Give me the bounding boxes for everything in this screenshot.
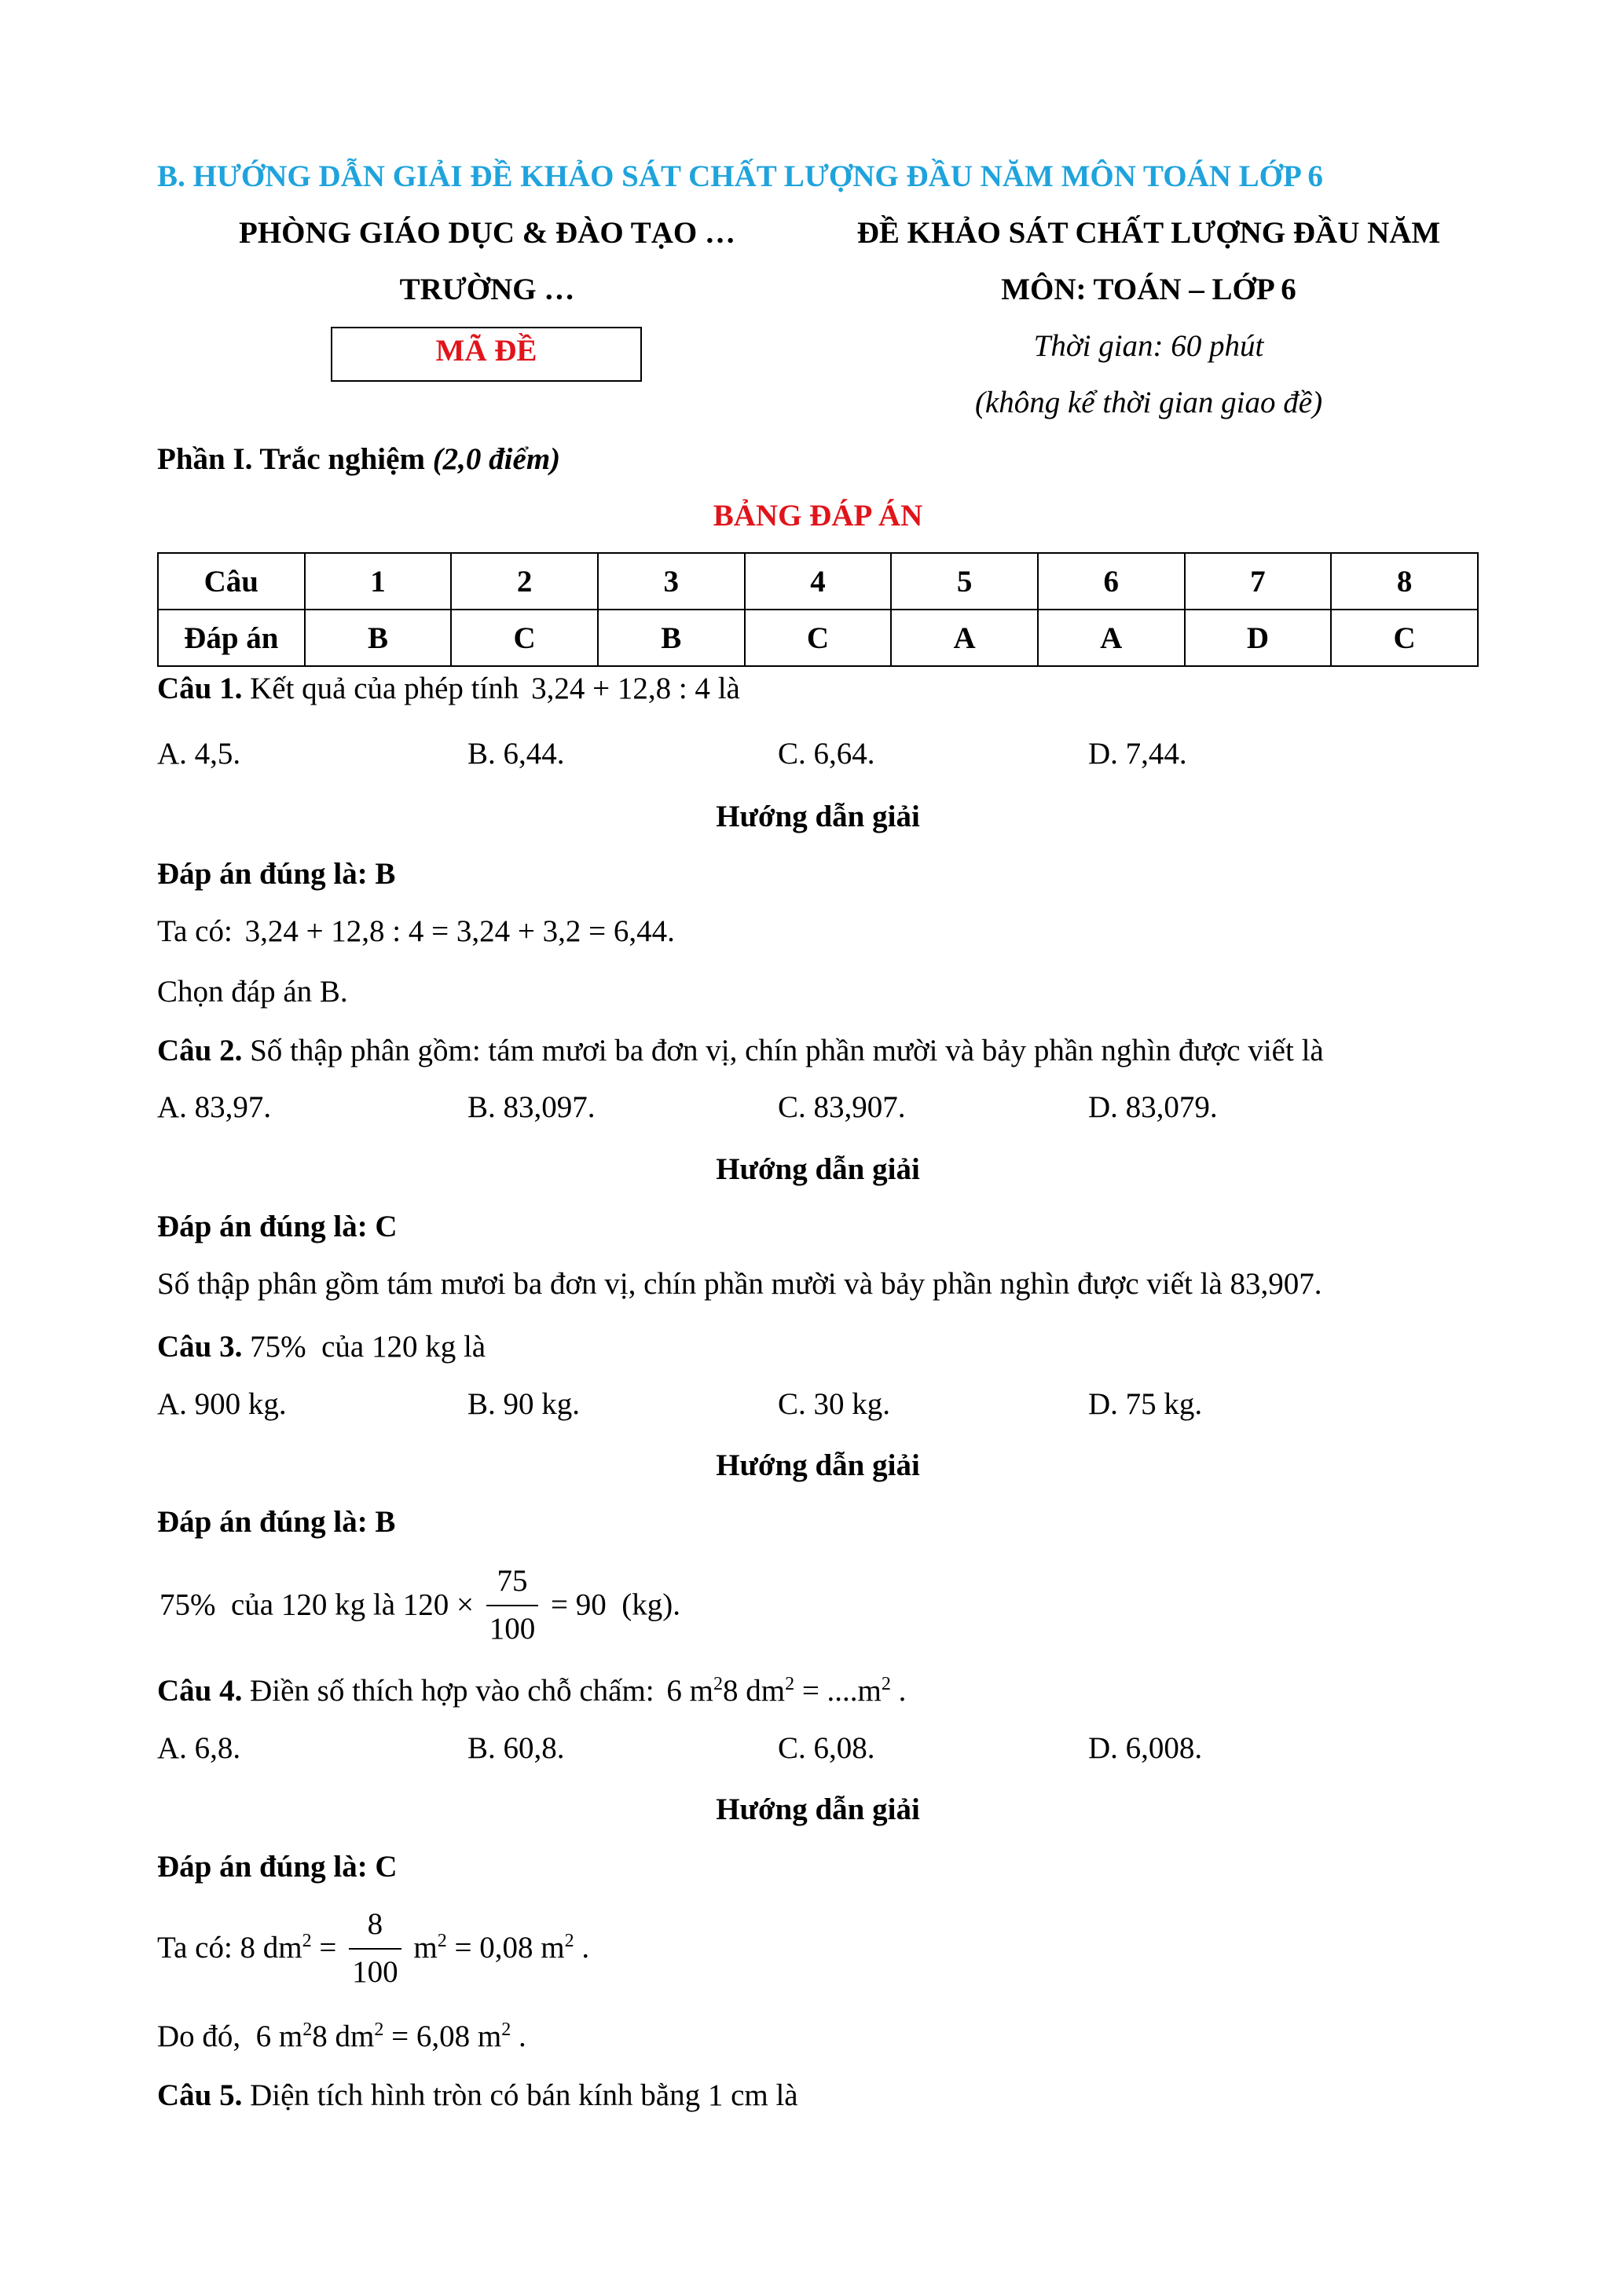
question-expression [666, 1674, 906, 1708]
q4-option-d: D. 6,008. [1088, 1731, 1203, 1765]
guide-heading: Hướng dẫn giải [716, 1448, 920, 1482]
question-label: Câu 1. [157, 672, 243, 705]
q1-option-b: B. 6,44. [467, 737, 565, 771]
solution-left [157, 1931, 336, 1965]
exponent: 2 [374, 2020, 384, 2040]
expr-end: . [581, 1931, 590, 1965]
question-label: Câu 5. [157, 2078, 243, 2112]
part1-heading [157, 444, 560, 474]
question-tail: là [717, 672, 740, 705]
question-number-cell: 3 [598, 553, 745, 610]
question-5 [157, 2080, 798, 2111]
fraction-denominator: 100 [489, 1611, 536, 1646]
question-label: Câu 3. [157, 1330, 243, 1364]
q3-option-d: D. 75 kg. [1088, 1387, 1203, 1421]
question-text: 75% của 120 kg là [250, 1330, 486, 1364]
expr-end: . [518, 2020, 526, 2053]
q4-option-b: B. 60,8. [467, 1731, 565, 1765]
question-number-cell: 5 [891, 553, 1038, 610]
answer-label-cell: Đáp án [158, 610, 305, 666]
solution-prefix: 75% của 120 kg là 120 × [159, 1587, 474, 1622]
header-label-cell: Câu [158, 553, 305, 610]
question-2 [157, 1035, 1324, 1066]
answer-cell: D [1185, 610, 1332, 666]
q3-option-c: C. 30 kg. [778, 1387, 891, 1421]
question-number-cell: 8 [1331, 553, 1478, 610]
part1-label: Phần I. Trắc nghiệm [157, 442, 425, 476]
q1-option-c: C. 6,64. [778, 737, 875, 771]
question-text: Điền số thích hợp vào chỗ chấm: [250, 1674, 654, 1708]
answer-table [157, 552, 1479, 667]
fraction-denominator: 100 [352, 1954, 398, 1989]
question-number-cell: 7 [1185, 553, 1332, 610]
question-number-cell: 2 [451, 553, 598, 610]
question-3 [157, 1331, 486, 1362]
answer-cell: C [1331, 610, 1478, 666]
question-number-cell: 4 [745, 553, 892, 610]
expr-part: = 0,08 m [454, 1931, 565, 1965]
exponent: 2 [713, 1674, 723, 1694]
q3-option-b: B. 90 kg. [467, 1387, 581, 1421]
q2-option-d: D. 83,079. [1088, 1090, 1218, 1124]
expr-end: . [898, 1674, 907, 1708]
exam-subject: MÔN: TOÁN – LỚP 6 [1001, 273, 1296, 306]
expr-part: m [413, 1931, 438, 1965]
q4-option-a: A. 6,8. [157, 1731, 241, 1765]
answer-cell: A [1038, 610, 1185, 666]
question-text: Số thập phân gồm: tám mươi ba đơn vị, chín phần mười và bảy phần nghìn được viết là [250, 1034, 1324, 1067]
question-label: Câu 4. [157, 1674, 243, 1708]
expr-part: = 6,08 m [391, 2020, 502, 2053]
guide-heading: Hướng dẫn giải [716, 1792, 920, 1826]
solution-right [413, 1931, 589, 1965]
exam-time-note: (không kể thời gian giao đề) [974, 386, 1323, 419]
q4-solution-2 [157, 2021, 526, 2052]
answer-cell: C [745, 610, 892, 666]
expr-part: 8 dm [722, 1674, 786, 1708]
q2-correct-answer: Đáp án đúng là: C [157, 1210, 398, 1243]
q3-solution [159, 1563, 680, 1648]
q1-option-a: A. 4,5. [157, 737, 241, 771]
department-name: PHÒNG GIÁO DỤC & ĐÀO TẠO … [239, 216, 735, 250]
solution-prefix: Ta có: [157, 914, 233, 948]
equals: = [319, 1931, 337, 1965]
exponent: 2 [785, 1674, 795, 1694]
q1-correct-answer: Đáp án đúng là: B [157, 857, 396, 891]
q1-solution [157, 916, 675, 947]
fraction-numerator: 8 [349, 1906, 401, 1950]
exponent: 2 [501, 2020, 511, 2040]
exam-code-label: MÃ ĐỀ [435, 334, 537, 368]
expr-part: = ....m [801, 1674, 882, 1708]
q3-option-a: A. 900 kg. [157, 1387, 287, 1421]
exam-title: ĐỀ KHẢO SÁT CHẤT LƯỢNG ĐẦU NĂM [856, 216, 1441, 250]
answer-cell: B [305, 610, 452, 666]
question-1 [157, 673, 740, 704]
guide-heading: Hướng dẫn giải [716, 1152, 920, 1186]
solution-expression: 3,24 + 12,8 : 4 = 3,24 + 3,2 = 6,44. [244, 914, 675, 948]
fraction [349, 1906, 401, 1991]
exponent: 2 [564, 1931, 574, 1952]
q2-option-b: B. 83,097. [467, 1090, 596, 1124]
fraction [486, 1563, 539, 1648]
q2-option-a: A. 83,97. [157, 1090, 272, 1124]
guide-heading: Hướng dẫn giải [716, 800, 920, 833]
answer-cell: B [598, 610, 745, 666]
part1-points: (2,0 điểm) [432, 442, 561, 476]
exponent: 2 [302, 1931, 312, 1952]
q1-option-d: D. 7,44. [1088, 737, 1187, 771]
answer-table-title: BẢNG ĐÁP ÁN [713, 499, 923, 533]
question-4 [157, 1675, 906, 1706]
exponent: 2 [302, 2020, 313, 2040]
question-text: Kết quả của phép tính [250, 672, 519, 705]
q1-conclusion: Chọn đáp án B. [157, 975, 348, 1009]
exponent: 2 [881, 1674, 891, 1694]
question-expression: 3,24 + 12,8 : 4 [531, 672, 710, 705]
q3-correct-answer: Đáp án đúng là: B [157, 1505, 396, 1539]
school-name: TRƯỜNG … [399, 273, 575, 306]
exam-code-box [331, 327, 642, 382]
question-number-cell: 1 [305, 553, 452, 610]
q4-solution-1 [157, 1906, 589, 1991]
answer-cell: C [451, 610, 598, 666]
expr-part: Do đó, 6 m [157, 2020, 303, 2053]
q4-correct-answer: Đáp án đúng là: C [157, 1850, 398, 1884]
answer-table-header-row [158, 553, 1478, 610]
expr-part: Ta có: 8 dm [157, 1931, 302, 1965]
q2-solution: Số thập phân gồm tám mươi ba đơn vị, chín phần mười và bảy phần nghìn được viết là 83,907. [157, 1267, 1322, 1301]
exam-time: Thời gian: 60 phút [1033, 329, 1264, 363]
exponent: 2 [437, 1931, 447, 1952]
answer-cell: A [891, 610, 1038, 666]
answer-table-answer-row [158, 610, 1478, 666]
fraction-numerator: 75 [486, 1563, 539, 1606]
expr-part: 8 dm [312, 2020, 375, 2053]
document-heading: B. HƯỚNG DẪN GIẢI ĐỀ KHẢO SÁT CHẤT LƯỢNG ĐẦU NĂM MÔN TOÁN LỚP 6 [157, 159, 1323, 193]
question-text: Diện tích hình tròn có bán kính bằng 1 cm là [250, 2078, 798, 2112]
question-number-cell: 6 [1038, 553, 1185, 610]
q4-option-c: C. 6,08. [778, 1731, 875, 1765]
solution-result: = 90 (kg). [551, 1587, 680, 1622]
question-label: Câu 2. [157, 1034, 243, 1067]
q2-option-c: C. 83,907. [778, 1090, 906, 1124]
expr-part: 6 m [666, 1674, 713, 1708]
